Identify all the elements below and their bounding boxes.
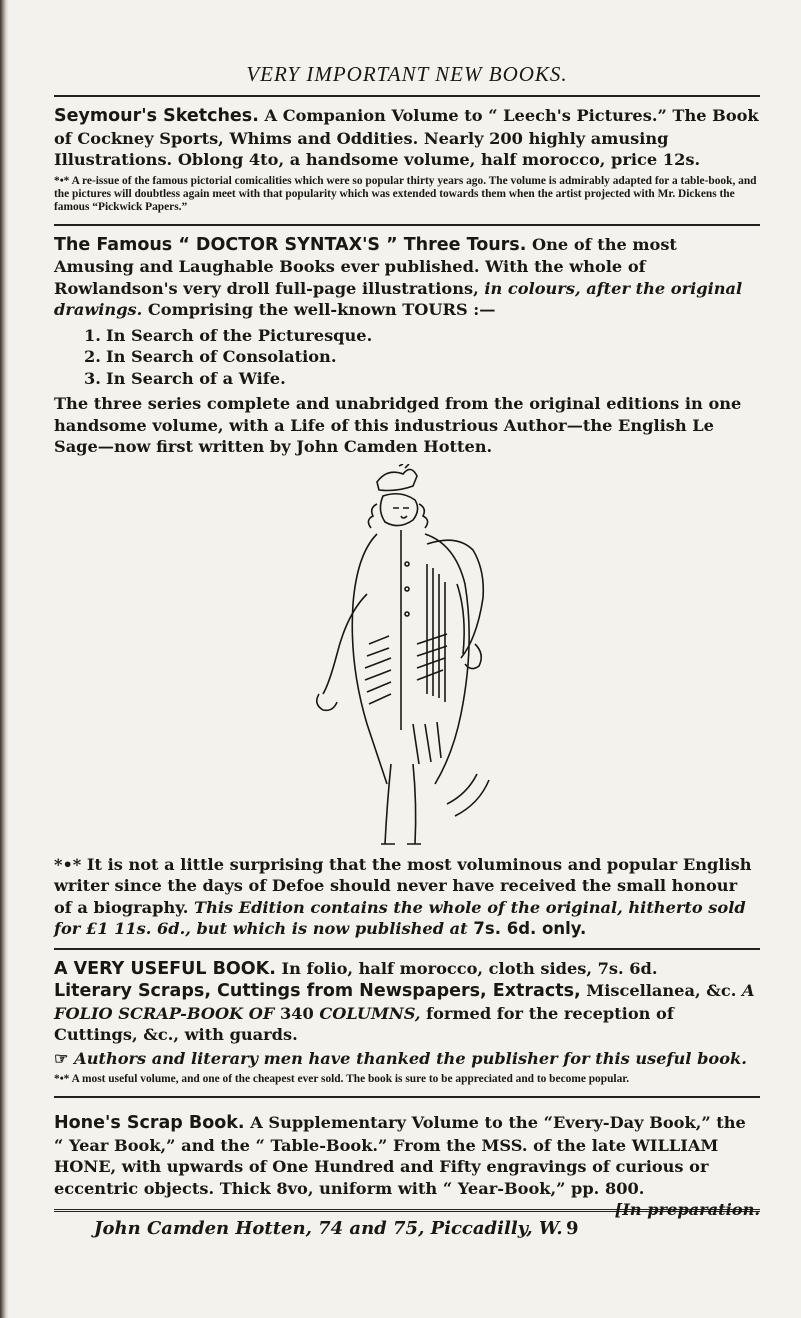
page-edge <box>0 0 9 1318</box>
publisher-imprint: John Camden Hotten, 74 and 75, Piccadilly, W. <box>94 1218 563 1239</box>
hone-title: Hone's Scrap Book. <box>54 1113 245 1133</box>
seymour-paragraph <box>54 105 760 171</box>
header-rule <box>54 95 760 97</box>
divider <box>54 1096 760 1098</box>
hone-paragraph <box>54 1112 760 1219</box>
syntax-text-a: One of the most Amusing and Laughable Books ever published. With the whole of Rowlandson's very droll full-page illustrations, <box>54 234 677 298</box>
useful-text-ital2: COLUMNS, <box>319 1003 421 1023</box>
useful-authors-text: Authors and literary men have thanked the publisher for this useful book. <box>68 1048 747 1068</box>
useful-text-c: formed for the reception of Cuttings, &c., with guards. <box>54 1003 674 1044</box>
useful-paragraph <box>54 980 760 1046</box>
list-item <box>84 368 760 390</box>
entry-seymour <box>54 105 760 214</box>
divider <box>54 224 760 226</box>
list-item-num: 1. <box>84 325 101 345</box>
syntax-note-price: 7s. 6d. only. <box>467 919 587 938</box>
list-item-num: 2. <box>84 347 101 366</box>
page <box>54 62 760 1239</box>
hone-status: [In preparation. <box>614 1200 760 1219</box>
list-item <box>84 325 760 347</box>
running-head: VERY IMPORTANT NEW BOOKS. <box>246 62 568 86</box>
pointing-hand-icon: ☞ <box>54 1048 69 1068</box>
useful-note: *•* A most useful volume, and one of the cheapest ever sold. The book is sure to be appreciated and to become popular. <box>54 1073 630 1085</box>
divider <box>54 948 760 950</box>
list-item-label: In Search of a Wife. <box>106 368 286 388</box>
list-item-num: 3. <box>84 368 101 388</box>
useful-text-ital: A FOLIO SCRAP-BOOK OF <box>54 981 755 1023</box>
useful-text-b: 340 <box>274 1003 320 1023</box>
list-item <box>84 346 760 368</box>
syntax-text-ital: in colours, after the original drawings. <box>54 278 743 319</box>
syntax-description: The three series complete and unabridged from the original editions in one handsome volume, with a Life of this industrious Author—the English Le Sage—now first written by John Camden Hotten. <box>54 394 742 456</box>
useful-text-a: Miscellanea, &c. <box>580 981 742 1000</box>
syntax-note <box>54 854 760 940</box>
tours-list <box>84 325 760 390</box>
footer <box>54 1218 615 1239</box>
dr-syntax-illustration <box>307 464 507 854</box>
seymour-note: *•* A re-issue of the famous pictorial comicalities which were so popular thirty years ago. The volume is admirably adapted for a table-book, and the pictures will doubtless again meet with that popularity which was extended towards them when the artist projected with Mr. Dickens the famous “Pickwick Papers.” <box>54 174 757 213</box>
syntax-title: The Famous “ DOCTOR SYNTAX'S ” Three Tours. <box>54 234 527 255</box>
entry-useful <box>54 958 760 1087</box>
useful-title: A VERY USEFUL BOOK. <box>54 958 276 979</box>
hone-text: A Supplementary Volume to the “Every-Day Book,” the “ Year Book,” and the “ Table-Book.” From the MSS. of the late WILLIAM HONE, with upwards of One Hundred and Fifty engravings of curious or eccentric objects. Thick 8vo, uniform with “ Year-Book,” pp. 800. <box>54 1113 746 1198</box>
page-number: 9 <box>566 1218 579 1239</box>
useful-authors <box>54 1048 760 1070</box>
entry-hone <box>54 1112 760 1219</box>
list-item-label: In Search of Consolation. <box>106 347 337 366</box>
syntax-text-b: Comprising the well-known TOURS :— <box>142 300 496 319</box>
syntax-note-a: *•* It is not a little surprising that the most voluminous and popular English writer since the days of Defoe should never have received the small honour of a biography. <box>54 854 752 917</box>
list-item-label: In Search of the Picturesque. <box>106 325 373 345</box>
seymour-text: A Companion Volume to “ Leech's Pictures.” The Book of Cockney Sports, Whims and Oddities. Nearly 200 highly amusing Illustrations. Oblong 4to, a handsome volume, half morocco, price 12s. <box>54 106 759 169</box>
useful-title-rest: In folio, half morocco, cloth sides, 7s. 6d. <box>275 958 658 978</box>
entry-syntax <box>54 234 760 940</box>
syntax-paragraph <box>54 234 760 321</box>
seymour-title: Seymour's Sketches. <box>54 106 259 126</box>
syntax-note-ital: This Edition contains the whole of the original, hitherto sold for £1 11s. 6d., but which is now published at <box>54 897 746 938</box>
useful-heading <box>54 958 760 981</box>
useful-h: Literary Scraps, Cuttings from Newspapers, Extracts, <box>54 981 581 1001</box>
